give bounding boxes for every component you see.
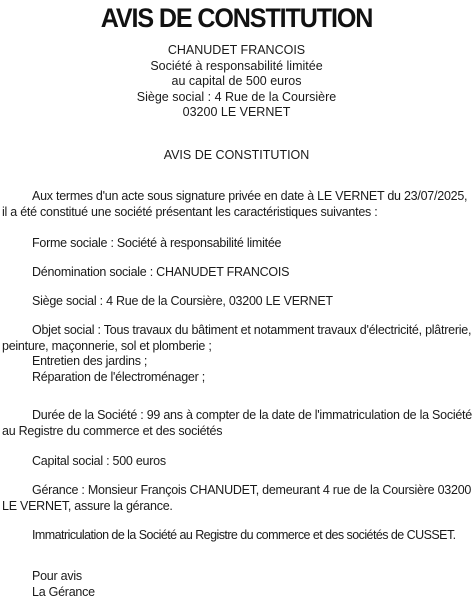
capital-text: Capital social : 500 euros [32, 454, 166, 468]
closing-signature: La Gérance [32, 584, 95, 599]
intro-paragraph [2, 189, 471, 220]
office-city: 03200 LE VERNET [182, 105, 291, 119]
share-capital: au capital de 500 euros [171, 74, 302, 88]
siege-social [2, 294, 471, 310]
notice-title: AVIS DE CONSTITUTION [100, 3, 373, 33]
objet-line: Objet social : Tous travaux du bâtiment et notamment travaux d'électricité, plâtrerie, [32, 323, 472, 337]
objet-social [2, 323, 471, 385]
objet-line: Entretien des jardins ; [32, 354, 148, 368]
legal-form: Société à responsabilité limitée [150, 58, 323, 73]
siege-text: Siège social : 4 Rue de la Coursière, 03200 LE VERNET [32, 294, 333, 308]
forme-sociale-text: Forme sociale : Société à responsabilité limitée [32, 236, 282, 250]
duree-line: au Registre du commerce et des sociétés [2, 423, 223, 438]
notice-subtitle: AVIS DE CONSTITUTION [163, 148, 310, 162]
duree-line: Durée de la Société : 99 ans à compter de la date de l'immatriculation de la Société [32, 408, 472, 422]
objet-line: Réparation de l'électroménager ; [32, 369, 205, 384]
intro-line: Aux termes d'un acte sous signature privée en date à LE VERNET du 23/07/2025, [32, 189, 468, 203]
gerance [2, 483, 471, 514]
company-header [0, 43, 473, 121]
immatriculation [2, 528, 471, 544]
denomination-text: Dénomination sociale : CHANUDET FRANCOIS [32, 265, 290, 279]
gerance-line: Gérance : Monsieur François CHANUDET, demeurant 4 rue de la Coursière 03200 [32, 483, 472, 497]
immatriculation-text: Immatriculation de la Société au Registre du commerce et des sociétés de CUSSET. [32, 528, 456, 542]
forme-sociale [2, 236, 471, 252]
capital-social [2, 454, 471, 470]
duree-societe [2, 408, 471, 439]
objet-line: peinture, maçonnerie, sol et plomberie ; [2, 338, 212, 353]
intro-line: il a été constitué une société présentant les caractéristiques suivantes : [2, 204, 378, 219]
company-name: CHANUDET FRANCOIS [167, 43, 306, 57]
denomination-sociale [2, 265, 471, 281]
gerance-line: LE VERNET, assure la gérance. [2, 498, 173, 513]
registered-office: Siège social : 4 Rue de la Coursière [136, 89, 337, 104]
closing [2, 569, 471, 600]
closing-line: Pour avis [32, 569, 82, 583]
